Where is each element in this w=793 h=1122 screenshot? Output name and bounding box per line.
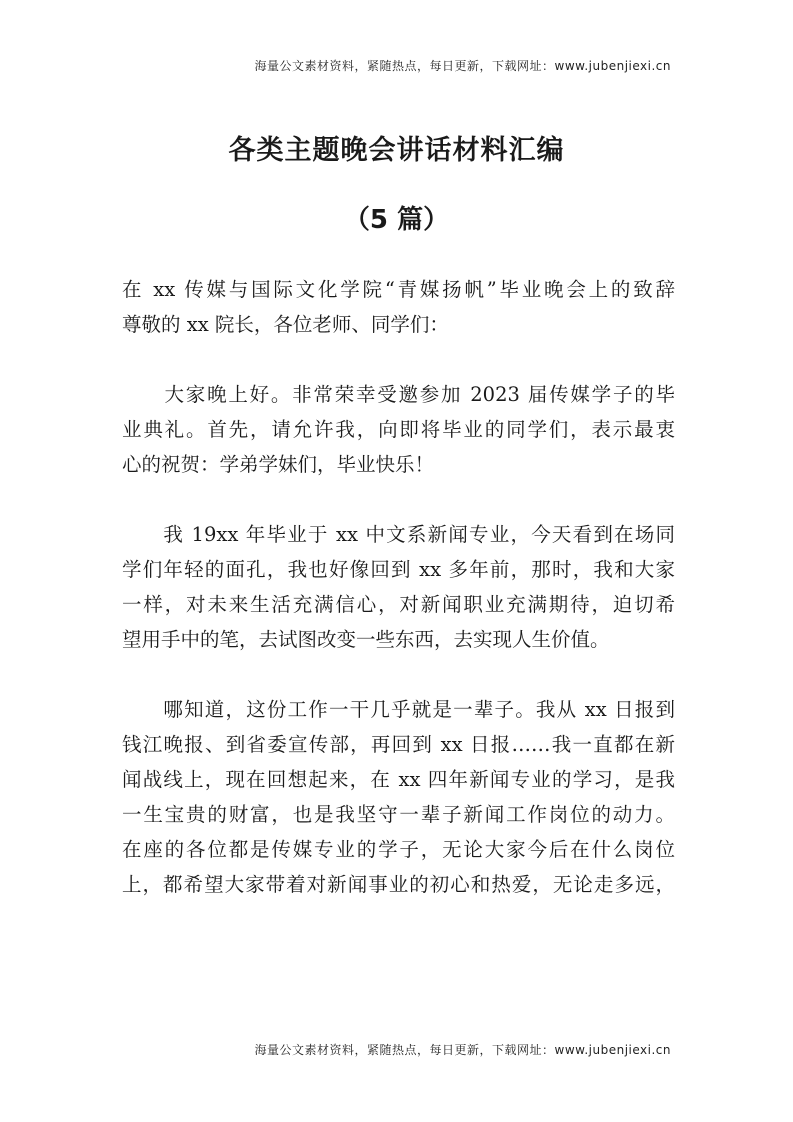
page-footer: 海量公文素材资料，紧随热点，每日更新，下载网址：www.jubenjiexi.cn xyxy=(254,1043,671,1057)
paragraph-line: 上，都希望大家带着对新闻事业的初心和热爱，无论走多远， xyxy=(122,873,675,896)
paragraph-line: 业典礼。首先，请允许我，向即将毕业的同学们，表示最衷 xyxy=(122,418,675,441)
paragraph-1 xyxy=(122,377,675,482)
speech-heading: 在 xx 传媒与国际文化学院“青媒扬帆”毕业晚会上的致辞 xyxy=(122,278,675,301)
salutation: 尊敬的 xx 院长，各位老师、同学们： xyxy=(122,313,449,336)
paragraph-line: 闻战线上，现在回想起来，在 xx 四年新闻专业的学习，是我 xyxy=(122,768,675,791)
document-title: 各类主题晚会讲话材料汇编 xyxy=(228,135,565,166)
paragraph-3 xyxy=(122,692,675,902)
paragraph-line: 一生宝贵的财富，也是我坚守一辈子新闻工作岗位的动力。 xyxy=(122,803,675,826)
document-subtitle: （5 篇） xyxy=(343,205,450,235)
paragraph-line: 心的祝贺：学弟学妹们，毕业快乐！ xyxy=(122,453,435,476)
paragraph-line: 学们年轻的面孔，我也好像回到 xx 多年前，那时，我和大家 xyxy=(122,558,675,581)
paragraph-line: 哪知道，这份工作一干几乎就是一辈子。我从 xx 日报到 xyxy=(122,698,675,721)
paragraph-line: 在座的各位都是传媒专业的学子，无论大家今后在什么岗位 xyxy=(122,838,675,861)
page-header: 海量公文素材资料，紧随热点，每日更新，下载网址：www.jubenjiexi.cn xyxy=(254,59,671,73)
paragraph-line: 大家晚上好。非常荣幸受邀参加 2023 届传媒学子的毕 xyxy=(122,383,675,406)
paragraph-line: 我 19xx 年毕业于 xx 中文系新闻专业，今天看到在场同 xyxy=(122,523,675,546)
paragraph-2 xyxy=(122,517,675,657)
paragraph-line: 一样，对未来生活充满信心，对新闻职业充满期待，迫切希 xyxy=(122,593,675,616)
document-body xyxy=(122,272,675,902)
paragraph-line: 望用手中的笔，去试图改变一些东西，去实现人生价值。 xyxy=(122,628,610,651)
paragraph-line: 钱江晚报、到省委宣传部，再回到 xx 日报……我一直都在新 xyxy=(122,733,675,756)
